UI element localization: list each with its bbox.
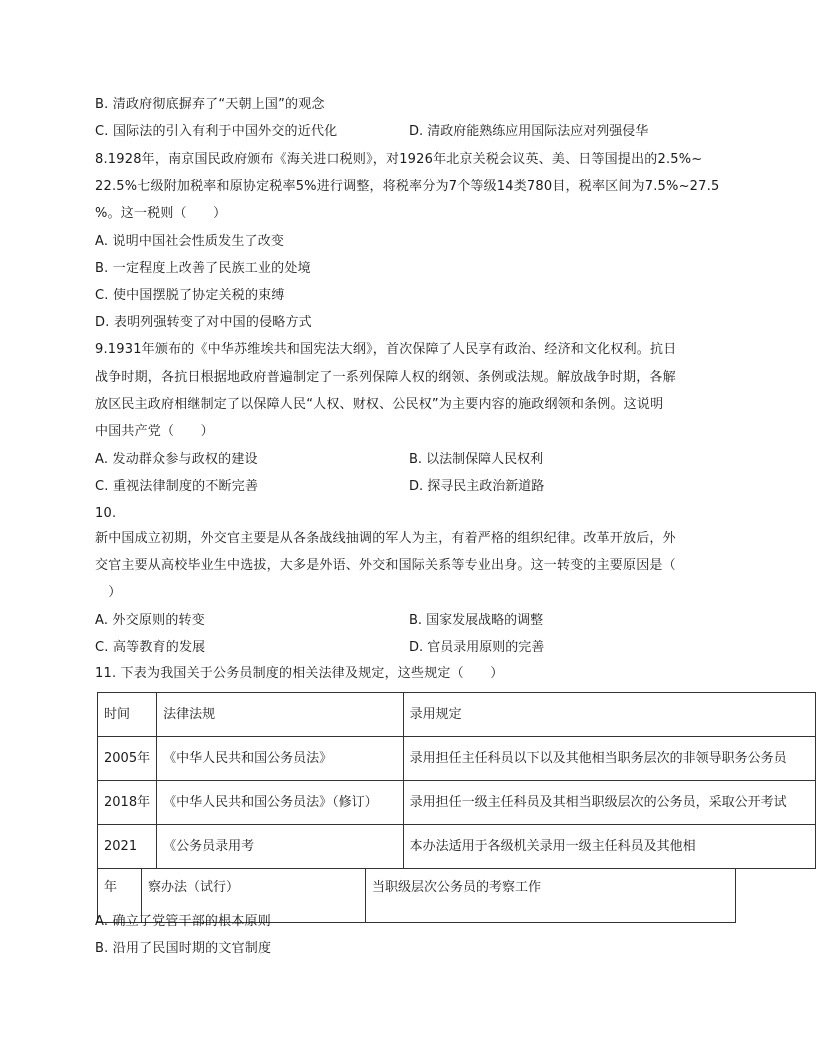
q11-option-b: B. 沿用了民国时期的文官制度 [95,941,272,956]
table-header-cell: 法律法规 [157,693,404,737]
table-cell: 本办法适用于各级机关录用一级主任科员及其他相 [403,825,815,869]
q8-stem-line-1: 8.1928年，南京国民政府颁布《海关进口税则》，对1926年北京关税会议英、美、日等国提出的2.5%~ [95,152,703,167]
table-cell: 2021 [98,825,157,869]
q8-option-d: D. 表明列强转变了对中国的侵略方式 [95,315,312,330]
q10-number: 10. [95,506,117,521]
q8-option-a: A. 说明中国社会性质发生了改变 [95,234,285,249]
table-cell: 录用担任主任科员以下以及其他相当职务层次的非领导职务公务员 [403,737,815,781]
q7-option-c: C. 国际法的引入有利于中国外交的近代化 [95,124,338,139]
q9-option-b: B. 以法制保障人民权利 [409,452,544,467]
q11-stem: 11. 下表为我国关于公务员制度的相关法律及规定，这些规定（ ） [95,666,504,681]
q9-option-a: A. 发动群众参与政权的建设 [95,452,258,467]
table-cell: 录用担任一级主任科员及其相当职级层次的公务员，采取公开考试 [403,781,815,825]
table-header-cell: 录用规定 [403,693,815,737]
table-cell: 2018年 [98,781,157,825]
table-cell: 察办法（试行） [142,869,366,923]
table-cell: 年 [98,869,142,923]
q9-option-d: D. 探寻民主政治新道路 [409,479,545,494]
q8-stem-line-3: %。这一税则（ ） [95,206,227,221]
q10-stem-line-1: 新中国成立初期，外交官主要是从各条战线抽调的军人为主，有着严格的组织纪律。改革开放后，外 [95,531,676,546]
q9-stem-line-2: 战争时期，各抗日根据地政府普遍制定了一系列保障人权的纲领、条例或法规。解放战争时期，各解 [95,370,676,385]
q9-stem-line-3: 放区民主政府相继制定了以保障人民“人权、财权、公民权”为主要内容的施政纲领和条例。这说明 [95,397,664,412]
q11-option-a: A. 确立了党管干部的根本原则 [95,914,271,929]
table-cell: 《中华人民共和国公务员法》（修订） [157,781,404,825]
table-cell: 2005年 [98,737,157,781]
table-cell: 当职级层次公务员的考察工作 [366,869,736,923]
q10-option-b: B. 国家发展战略的调整 [409,613,544,628]
q8-option-c: C. 使中国摆脱了协定关税的束缚 [95,288,285,303]
table-row [98,781,816,825]
q10-option-c: C. 高等教育的发展 [95,640,206,655]
q7-option-d: D. 清政府能熟练应用国际法应对列强侵华 [409,124,649,139]
q9-option-c: C. 重视法律制度的不断完善 [95,479,259,494]
q10-option-a: A. 外交原则的转变 [95,613,205,628]
q7-option-b: B. 清政府彻底摒弃了“天朝上国”的观念 [95,97,325,112]
q9-stem-line-4: 中国共产党（ ） [95,424,214,439]
table-header-cell: 时间 [98,693,157,737]
q8-option-b: B. 一定程度上改善了民族工业的处境 [95,261,311,276]
q10-stem-line-3: ） [95,585,122,600]
table-cell: 《中华人民共和国公务员法》 [157,737,404,781]
q8-stem-line-2: 22.5%七级附加税率和原协定税率5%进行调整，将税率分为7个等级14类780目，税率区间为7.5%~27.5 [95,179,720,194]
table-header-row [98,693,816,737]
table-row [98,825,816,869]
table-cell: 《公务员录用考 [157,825,404,869]
q10-option-d: D. 官员录用原则的完善 [409,640,545,655]
q10-stem-line-2: 交官主要从高校毕业生中选拔，大多是外语、外交和国际关系等专业出身。这一转变的主要原因是（ [95,558,676,573]
civil-servant-law-table [97,692,816,869]
q9-stem-line-1: 9.1931年颁布的《中华苏维埃共和国宪法大纲》，首次保障了人民享有政治、经济和文化权利。抗日 [95,342,677,357]
table-row [98,737,816,781]
